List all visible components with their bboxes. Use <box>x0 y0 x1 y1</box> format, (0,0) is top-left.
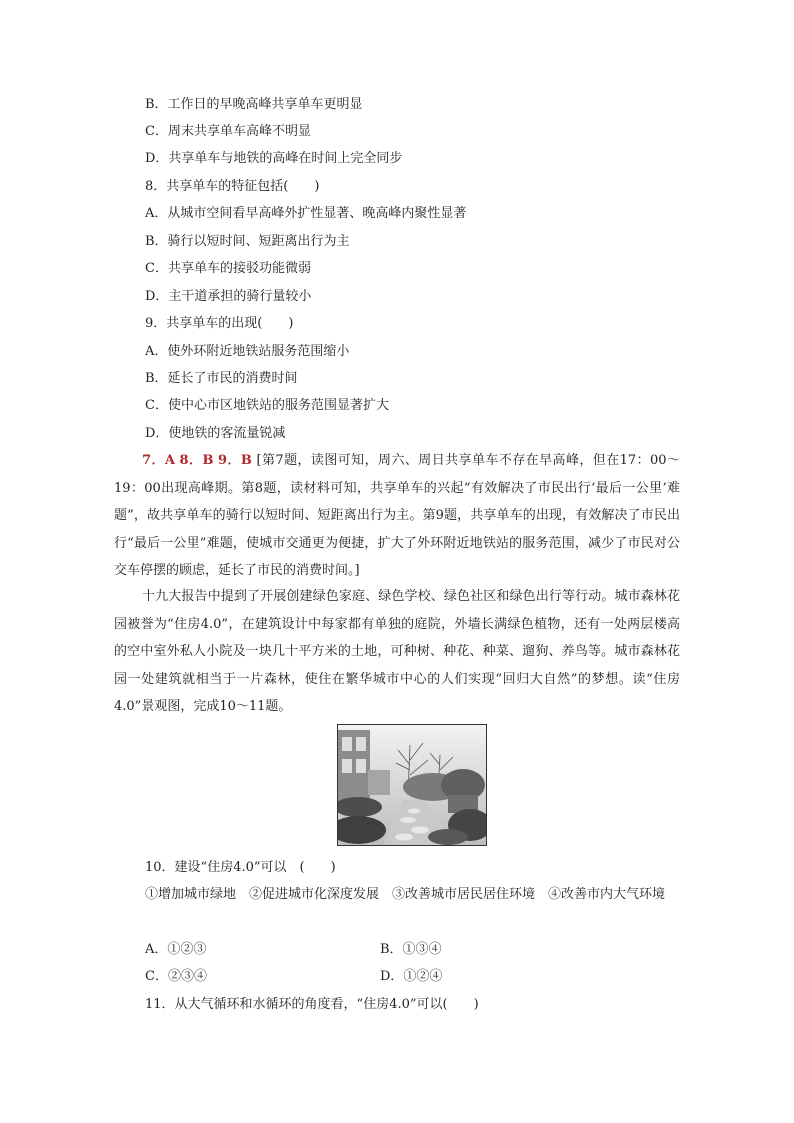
q8-option-d: D．主干道承担的骑行量较小 <box>145 289 312 304</box>
answer-explanation-block <box>114 447 680 585</box>
q10-option-b: B．①③④ <box>380 942 442 957</box>
q10-option-c: C．②③④ <box>145 969 207 984</box>
q10-option-d: D．①②④ <box>380 969 443 984</box>
q10-option-a: A．①②③ <box>145 942 207 957</box>
answer-explanation: [第7题，读图可知，周六、周日共享单车不存在早高峰，但在17：00～19：00出现高峰期。第8题，读材料可知，共享单车的兴起“有效解决了市民出行‘最后一公里’难题”，故共享单车的骑行以短时间、短距离出行为主。第9题，共享单车的出现，有效解决了市民出行“最后一公里”难题，使城市交通更为便捷，扩大了外环附近地铁站的服务范围，减少了市民对公交车停摆的顾虑，延长了市民的消费时间。] <box>114 453 680 579</box>
q8-option-a: A．从城市空间看早高峰外扩性显著、晚高峰内聚性显著 <box>145 206 467 221</box>
q10-items: ①增加城市绿地 ②促进城市化深度发展 ③改善城市居民居住环境 ④改善市内大气环境 <box>145 887 666 902</box>
q11-stem: 11．从大气循环和水循环的角度看，“住房4.0”可以( ) <box>145 997 479 1012</box>
housing-landscape-image <box>337 724 487 846</box>
q8-option-c: C．共享单车的接驳功能微弱 <box>145 261 311 276</box>
q9-option-c: C．使中心市区地铁站的服务范围显著扩大 <box>145 398 389 413</box>
landscape-illustration-icon <box>338 725 486 845</box>
q7-option-c: C．周末共享单车高峰不明显 <box>145 124 311 139</box>
passage-text: 十九大报告中提到了开展创建绿色家庭、绿色学校、绿色社区和绿色出行等行动。城市森林花园被誉为“住房4.0”，在建筑设计中每家都有单独的庭院，外墙长满绿色植物，还有一处两层楼高的空中室外私人小院及一块几十平方米的土地，可种树、种花、种菜、遛狗、养鸟等。城市森林花园一处建筑就相当于一片森林，使住在繁华城市中心的人们实现“回归大自然”的梦想。读“住房4.0”景观图，完成10～11题。 <box>114 589 680 715</box>
q9-stem: 9．共享单车的出现( ) <box>145 316 294 331</box>
q9-option-a: A．使外环附近地铁站服务范围缩小 <box>145 344 350 359</box>
q7-option-b: B．工作日的早晚高峰共享单车更明显 <box>145 97 363 112</box>
q8-option-b: B．骑行以短时间、短距离出行为主 <box>145 234 350 249</box>
q10-stem: 10．建设“住房4.0”可以 ( ) <box>145 860 336 875</box>
answer-7: 7．A <box>142 453 175 468</box>
q7-option-d: D．共享单车与地铁的高峰在时间上完全同步 <box>145 151 403 166</box>
q9-option-b: B．延长了市民的消费时间 <box>145 371 298 386</box>
answer-8: 8．B <box>179 453 214 468</box>
answer-9: 9．B <box>218 453 252 468</box>
q8-stem: 8．共享单车的特征包括( ) <box>145 179 320 194</box>
q9-option-d: D．使地铁的客流量锐减 <box>145 426 286 441</box>
